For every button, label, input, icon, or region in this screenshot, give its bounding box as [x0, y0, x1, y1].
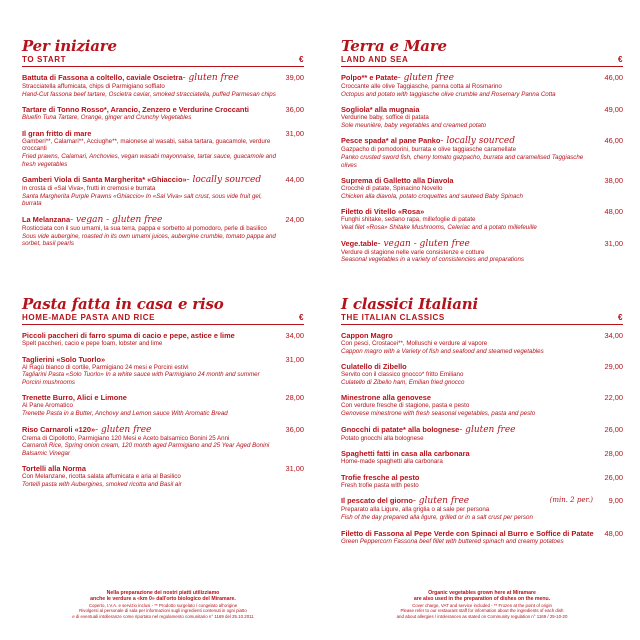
- footer-line: Cover charge, VAT and service included - ** Frozen at the point of origin: [412, 602, 552, 608]
- currency-symbol: €: [617, 55, 623, 64]
- description-italian: Con Melanzane, ricotta salata affumicata e aria al Basilico: [22, 473, 181, 481]
- menu-item: [341, 331, 623, 355]
- description-italian: Gamberi**, Calamari**, Acciughe**, maionese al wasabi, salsa tartara, guacamole, verdure croccanti: [22, 137, 271, 153]
- dietary-tag: - locally sourced: [186, 175, 262, 186]
- section-heading-row: [22, 55, 304, 67]
- dish-name: Cappon Magro: [341, 331, 393, 340]
- dish-name: Filetto di Vitello «Rosa»: [341, 207, 425, 217]
- menu-item: [22, 105, 304, 122]
- currency-symbol: €: [617, 313, 623, 322]
- dish-price: 24,00: [285, 214, 304, 224]
- description-italian: Servito con il classico gnocco* fritto Emiliano: [341, 371, 464, 379]
- dish-name-line: [341, 393, 595, 402]
- description-italian: Funghi shitake, sedano rapa, millefoglie di patate: [341, 216, 476, 224]
- dish-name: Vege.table: [341, 238, 378, 248]
- dish-price: 44,00: [285, 175, 304, 185]
- description-italian: Verdurine baby, soffice di patata: [341, 114, 429, 122]
- menu-items: [22, 73, 304, 248]
- dish-name: Trofie fresche al pesto: [341, 472, 420, 482]
- description-english: Green Peppercorn Fassona beef fillet with buttered spinach and creamy potatoes: [341, 537, 564, 545]
- description-english: Tagliarini Pasta «Solo Tuorlo» In a white sauce with Parmigiano 24 month and summer Porcini mushrooms: [22, 371, 260, 386]
- dish-name-line: [341, 207, 595, 216]
- dish-price: 39,00: [285, 73, 304, 82]
- menu-item: [341, 105, 623, 129]
- dish-name: Taglierini «Solo Tuorlo»: [22, 354, 106, 364]
- dish-name: Gamberi Viola di Santa Margherita* «Ghiaccio»: [22, 175, 187, 185]
- dish-price: 36,00: [285, 105, 304, 115]
- section-title: I classici Italiani: [341, 295, 479, 313]
- menu-items: [341, 331, 623, 545]
- menu-item: [341, 239, 623, 264]
- menu-items: [22, 331, 304, 489]
- dish-price: 31,00: [285, 354, 304, 364]
- description-italian: Preparato alla Ligure, alla griglia o al sale per persona: [341, 506, 490, 514]
- dish-name: Minestrone alla genovese: [341, 393, 431, 403]
- description-english: Sous vide aubergine, roasted in its own umami juices, aubergine crumble, tomato pappa and sorbet, basil pearls: [22, 232, 276, 248]
- dish-name-line: [341, 331, 595, 340]
- menu-item: [22, 425, 304, 458]
- dish-price: 34,00: [285, 331, 304, 340]
- dish-name-line: [341, 473, 595, 482]
- footer-line: Please refer to our restaurant staff for information about the ingredients of each dish: [400, 608, 564, 614]
- menu-item: [22, 393, 304, 417]
- description-english: Culatello di Zibello ham, Emilian fried gnocco: [341, 378, 465, 386]
- menu-item: [22, 215, 304, 248]
- dish-name: Spaghetti fatti in casa alla carbonara: [341, 449, 470, 459]
- dietary-tag: - gluten free: [412, 496, 470, 507]
- dish-name-line: [341, 176, 595, 185]
- footer-line: e di eventuali intolleranze come riportato nel regolamento comunitario n° 1169 del 25.10.2011: [72, 614, 254, 619]
- description-english: Hand-Cut fassona beef tartare, Oscietra caviar, smoked stracciatella, puffed Parmesan chips: [22, 90, 276, 98]
- dish-name: Sogliola* alla mugnaia: [341, 105, 420, 115]
- dish-name: Filetto di Fassona al Pepe Verde con Spinaci al Burro e Soffice di Patate: [341, 528, 594, 538]
- section-heading: TO START: [22, 55, 67, 64]
- description-italian: Al Ragù bianco di cortile, Parmigiano 24 mesi e Porcini estivi: [22, 363, 189, 371]
- description-english: Veal filet «Rosa» Shitake Mushrooms, Celeriac and a potato millefeuille: [341, 223, 537, 231]
- menu-item: [341, 136, 623, 169]
- menu-item: [341, 362, 623, 386]
- dish-price: 38,00: [604, 176, 623, 186]
- description-italian: Croccante alle olive Taggiasche, panna cotta al Rosmarino: [341, 83, 502, 90]
- dish-name-line: [341, 73, 595, 83]
- description-italian: Potato gnocchi alla bolognese: [341, 434, 424, 442]
- dish-name-line: [22, 464, 276, 473]
- dish-name: Piccoli paccheri di farro spuma di cacio e pepe, astice e lime: [22, 331, 235, 340]
- description-english: Bluefin Tuna Tartare, Orange, ginger and Crunchy Vegetables: [22, 114, 192, 122]
- description-italian: Verdure di stagione nelle varie consistenze e cotture: [341, 248, 485, 256]
- description-italian: Al Pane Aromatico: [22, 402, 73, 410]
- dish-price: 48,00: [604, 528, 623, 538]
- menu-item: [22, 464, 304, 488]
- description-english: Santa Margherita Purple Prawns «Ghiaccio» In «Sal Viva» salt crust, sous vide fruit gel, burrata: [22, 192, 262, 208]
- serving-note: (min. 2 per.): [549, 496, 593, 505]
- dish-price: 31,00: [604, 238, 623, 248]
- dish-name-line: [22, 331, 276, 340]
- menu-item: [22, 175, 304, 208]
- footer-line: Nella preparazione dei nostri piatti utilizziamo: [106, 590, 220, 596]
- dish-price: 28,00: [604, 449, 623, 459]
- description-english: Fried prawns, Calamari, Anchovies, vegan wasabi mayonnaise, tartar sauce, guacamole and fresh vegetables: [22, 152, 276, 168]
- section-heading-row: [341, 55, 623, 67]
- dish-name-line: [341, 136, 595, 146]
- description-italian: Rosticciata con il suo umami, la sua terra, pappa e sorbetto al pomodoro, perle di basilico: [22, 224, 267, 232]
- description-italian: Crema di Cipollotto, Parmigiano 120 Mesi e Aceto balsamico Bonini 25 Anni: [22, 434, 230, 442]
- dish-price: 48,00: [604, 207, 623, 217]
- section-heading: LAND AND SEA: [341, 55, 409, 64]
- dish-name-line: [22, 105, 276, 114]
- menu-item: [341, 449, 623, 466]
- dish-name-line: [341, 425, 595, 435]
- dish-name-line: [22, 425, 276, 435]
- section-heading-row: [341, 313, 623, 325]
- currency-symbol: €: [298, 313, 304, 322]
- dish-name: Culatello di Zibello: [341, 362, 407, 372]
- dietary-tag: - locally sourced: [440, 136, 515, 147]
- dish-price: 46,00: [604, 136, 623, 146]
- section-title: Per iniziare: [22, 37, 117, 55]
- dish-price: 49,00: [604, 105, 623, 115]
- menu-item: [341, 425, 623, 443]
- footer-line: Rivolgersi al personale di sala per informazioni sugli ingredienti contenuti in ogni piatto: [79, 608, 247, 614]
- dish-name: Suprema di Galletto alla Diavola: [341, 176, 454, 186]
- dish-name-line: [341, 239, 595, 249]
- description-english: Cappon magro with a Variety of fish and seafood and steamed vegetables: [341, 347, 544, 355]
- menu-item: [341, 496, 623, 521]
- dietary-tag: - gluten free: [459, 424, 516, 435]
- description-italian: Gazpacho di pomodorini, burrata e olive taggiasche caramellate: [341, 146, 517, 154]
- dish-name: Tortelli alla Norma: [22, 464, 86, 474]
- menu-item: [22, 355, 304, 387]
- dish-name-line: [341, 362, 595, 371]
- dish-name: Il gran fritto di mare: [22, 128, 92, 138]
- dish-name-line: [22, 175, 276, 185]
- dietary-tag: - gluten free: [397, 73, 454, 83]
- dish-name-line: [22, 129, 276, 138]
- dish-price: 29,00: [604, 362, 623, 372]
- description-english: Tortelli pasta with Aubergines, smoked ricotta and Basil air: [22, 480, 182, 488]
- footer-line: Organic vegetables grown here at Miramare: [428, 590, 536, 596]
- dish-name: Battuta di Fassona a coltello, caviale Oscietra: [22, 73, 183, 82]
- dish-name: Tartare di Tonno Rosso*, Arancio, Zenzero e Verdurine Croccanti: [22, 105, 249, 115]
- menu-item: [22, 73, 304, 98]
- dietary-tag: - vegan - gluten free: [377, 238, 470, 249]
- section-to-start: [22, 38, 304, 255]
- menu-item: [341, 393, 623, 417]
- dish-name: La Melanzana: [22, 214, 71, 224]
- section-title: Terra e Mare: [341, 37, 447, 55]
- dietary-tag: - gluten free: [95, 424, 152, 435]
- description-english: Seasonal vegetables in a variety of consistencies and preparations: [341, 256, 524, 264]
- dish-name-line: [22, 393, 276, 402]
- currency-symbol: €: [298, 55, 304, 64]
- dish-price: 31,00: [285, 128, 304, 138]
- description-italian: In crosta di «Sal Viva», frutti in cremosi e burrata: [22, 185, 156, 193]
- description-english: Sole meunière, baby vegetables and creamed potato: [341, 121, 487, 129]
- description-english: Panko crusted sword fish, cherry tomato gazpacho, burrata and caramelised Taggiasche olives: [341, 153, 584, 169]
- menu-item: [22, 331, 304, 348]
- description-english: Trenette Pasta in a Butter, Anchovy and Lemon sauce With Aromatic Bread: [22, 409, 228, 417]
- description-english: Octopus and potato with taggiasche olive crumble and Rosemary Panna Cotta: [341, 90, 556, 98]
- dietary-tag: - vegan - gluten free: [70, 214, 163, 225]
- description-english: Carnaroli Rice, Spring onion cream, 120 month aged Parmigiano and 25 Year Aged Bonini Balsamic Vinegar: [22, 442, 270, 457]
- description-italian: Spelt paccheri, cacio e pepe foam, lobster and lime: [22, 340, 163, 347]
- menu-item: [341, 73, 623, 98]
- section-title: Pasta fatta in casa e riso: [22, 295, 224, 313]
- menu-item: [341, 207, 623, 231]
- dish-name-line: [341, 105, 595, 114]
- dish-name-line: [22, 73, 276, 83]
- dish-price: 31,00: [285, 464, 304, 474]
- dish-name-line: [341, 449, 595, 458]
- footer-note-en: [341, 590, 623, 620]
- description-english: Chicken alla diavola, potato croquettes and sauteed Baby Spinach: [341, 192, 523, 200]
- footer-line: and about allergies / intolerances as stated on Community regulation n° 1169 / 25-10-20: [396, 614, 568, 619]
- dish-name: Trenette Burro, Alici e Limone: [22, 393, 127, 403]
- dietary-tag: - gluten free: [182, 73, 239, 83]
- dish-price: 36,00: [285, 424, 304, 434]
- footer-note-it: [22, 590, 304, 620]
- section-italian-classics: [341, 296, 623, 552]
- menu-item: [341, 176, 623, 200]
- menu-item: [22, 129, 304, 168]
- description-italian: Stracciatella affumicata, chips di Parmigiano soffiato: [22, 83, 165, 90]
- menu-item: [341, 529, 623, 546]
- footer-line: anche le verdure a «km 0» dall'orto biologico del Miramare.: [90, 596, 236, 603]
- footer-line: Coperto, I.V.A. e servizio inclusi - ** Prodotto surgelato / congelato all'origine: [88, 602, 238, 608]
- dish-price: 34,00: [604, 331, 623, 340]
- dish-name: Gnocchi di patate* alla bolognese: [341, 424, 460, 434]
- dish-name-line: [22, 215, 276, 225]
- section-pasta-rice: [22, 296, 304, 496]
- section-heading: HOME-MADE PASTA AND RICE: [22, 313, 156, 322]
- dish-price: 26,00: [604, 424, 623, 434]
- description-italian: Con verdure fresche di stagione, pasta e pesto: [341, 402, 470, 410]
- menu-item: [341, 473, 623, 490]
- section-heading: THE ITALIAN CLASSICS: [341, 313, 445, 322]
- dish-price: 46,00: [604, 73, 623, 82]
- description-english: Fish of the day prepared alla ligure, grilled or in a salt crust per person: [341, 513, 533, 521]
- footer-line: are also used in the preparation of dishes on the menu.: [413, 596, 551, 603]
- dish-name: Pesce spada* al pane Panko: [341, 136, 441, 146]
- description-italian: Fresh trofie pasta with pesto: [341, 481, 419, 489]
- dish-price: 22,00: [604, 393, 623, 403]
- dish-name: Il pescato del giorno: [341, 496, 413, 506]
- description-italian: Home-made spaghetti alla carbonara: [341, 458, 443, 466]
- section-land-sea: [341, 38, 623, 271]
- description-english: Genovese minestrone with fresh seasonal vegetables, pasta and pesto: [341, 409, 536, 417]
- dish-name-line: [22, 355, 276, 364]
- section-heading-row: [22, 313, 304, 325]
- description-italian: Con pesci, Crostacei**, Molluschi e verdure al vapore: [341, 340, 488, 347]
- dish-price: 28,00: [285, 393, 304, 403]
- dish-name: Riso Carnaroli «120»: [22, 424, 96, 434]
- description-italian: Crocchè di patate, Spinacino Novello: [341, 185, 443, 193]
- dish-price: 26,00: [604, 472, 623, 482]
- menu-items: [341, 73, 623, 264]
- dish-price: 9,00: [608, 496, 623, 506]
- dish-name: Polpo** e Patate: [341, 73, 398, 82]
- dish-name-line: [341, 529, 595, 538]
